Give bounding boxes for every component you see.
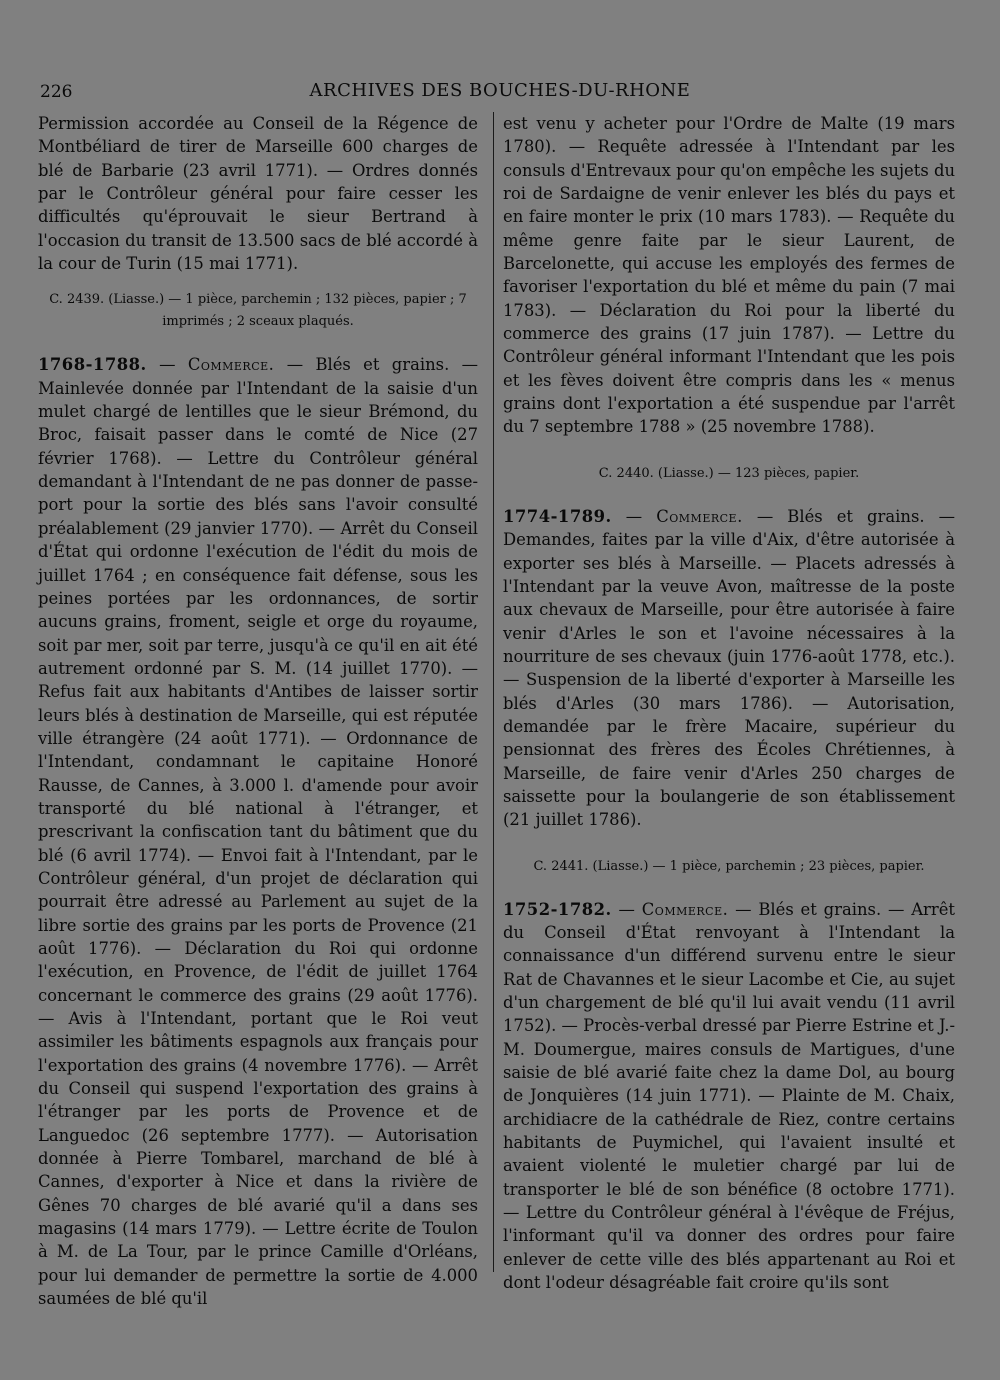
entry-text: Mainlevée donnée par l'Intendant de la saisie d'un mulet chargé de lentilles que le sieur Brémond, du Broc, faisait passer dans le comté de Nice (27 février 1768). — Lettre du Contrôleur général demandant à l'Intendant de ne pas donner de passe-port pour la sortie des blés sans l'avoir consulté préalablement (29 janvier 1770). — Arrêt du Conseil d'État qui ordonne l'exécution de l'édit du mois de juillet 1764 ; en conséquence fait défense, sous les peines portées par les ordonnances, de sortir aucuns grains, froment, seigle et orge du royaume, soit par mer, soit par terre, jusqu'à ce qu'il en ait été autrement ordonné par S. M. (14 juillet 1770). — Refus fait aux habitants d'Antibes de laisser sortir leurs blés à destination de Marseille, qui est réputée ville étrangère (24 août 1771). — Ordonnance de l'Intendant, condamnant le capitaine Honoré Rausse, de Cannes, à 3.000 l. d'amende pour avoir transporté du blé national à l'étranger, et prescrivant la confiscation tant du bâtiment que du blé (6 avril 1774). — Envoi fait à l'Intendant, par le Contrôleur général, d'un projet de déclaration qui pourrait être adressé au Parlement au sujet de la libre sortie des grains par les ports de Provence (21 août 1776). — Déclaration du Roi qui ordonne l'exécution, en Provence, de l'édit de juillet 1764 concernant le commerce des grains (29 août 1776). — Avis à l'Intendant, portant que le Roi veut assimiler les bâtiments espagnols aux français pour l'exportation des grains (4 novembre 1776). — Arrêt du Conseil qui suspend l'exportation des grains à l'étranger par les ports de Provence et de Languedoc (26 septembre 1777). — Autorisation donnée à Pierre Tombarel, marchand de blé à Cannes, d'exporter à Nice et dans la rivière de Gênes 70 charges de blé avarié qu'il a dans ses magasins (14 mars 1779). — Lettre écrite de Toulon à M. de La Tour, par le prince Camille d'Orléans, pour lui demander de permettre la sortie de 4.000 saumées de blé qu'il: [38, 378, 478, 1309]
cote-line: C. 2440. (Liasse.) — 123 pièces, papier.: [598, 465, 860, 481]
entry-category: Commerce.: [187, 355, 275, 375]
continuation-text: est venu y acheter pour l'Ordre de Malte (19 mars 1780). — Requête adressée à l'Intendant par les consuls d'Entrevaux pour qu'on empêche les sujets du roi de Sardaigne de venir enlever les blés du pays et en faire monter le prix (10 mars 1783). — Requête du même genre faite par le sieur Laurent, de Barcelonette, qui accuse les employés des fermes de favoriser l'exportation du blé et même du pain (7 mai 1783). — Déclaration du Roi pour la liberté du commerce des grains (17 juin 1787). — Lettre du Contrôleur général informant l'Intendant que les pois et les fèves doivent être compris dans les « menus grains dont l'exportation a été suspendue par l'arrêt du 7 septembre 1788 » (25 novembre 1788).: [503, 114, 955, 437]
entry-paragraph: 1768-1788. — Commerce. — Blés et grains. — Mainlevée donnée par l'Intendant de la saisie d'un mulet chargé de lentilles que le sieur Brémond, du Broc, faisait passer dans le comté de Nice (27 février 1768). — Lettre du Contrôleur général demandant à l'Intendant de ne pas donner de passe-port pour la sortie des blés sans l'avoir consulté préalablement (29 janvier 1770). — Arrêt du Conseil d'État qui ordonne l'exécution de l'édit du mois de juillet 1764 ; en conséquence fait défense, sous les peines portées par les ordonnances, de sortir aucuns grains, froment, seigle et orge du royaume, soit par mer, soit par terre, jusqu'à ce qu'il en ait été autrement ordonné par S. M. (14 juillet 1770). — Refus fait aux habitants d'Antibes de laisser sortir leurs blés à destination de Marseille, qui est réputée ville étrangère (24 août 1771). — Ordonnance de l'Intendant, condamnant le capitaine Honoré Rausse, de Cannes, à 3.000 l. d'amende pour avoir transporté du blé national à l'étranger, et prescrivant la confiscation tant du bâtiment que du blé (6 avril 1774). — Envoi fait à l'Intendant, par le Contrôleur général, d'un projet de déclaration qui pourrait être adressé au Parlement au sujet de la libre sortie des grains par les ports de Provence (21 août 1776). — Déclaration du Roi qui ordonne l'exécution, en Provence, de l'édit de juillet 1764 concernant le commerce des grains (29 août 1776). — Avis à l'Intendant, portant que le Roi veut assimiler les bâtiments espagnols aux français pour l'exportation des grains (4 novembre 1776). — Arrêt du Conseil qui suspend l'exportation des grains à l'étranger par les ports de Provence et de Languedoc (26 septembre 1777). — Autorisation donnée à Pierre Tombarel, marchand de blé à Cannes, d'exporter à Nice et dans la rivière de Gênes 70 charges de blé avarié qu'il a dans ses magasins (14 mars 1779). — Lettre écrite de Toulon à M. de La Tour, par le prince Camille d'Orléans, pour lui demander de permettre la sortie de 4.000 saumées de blé qu'il: [38, 355, 479, 1309]
entry-date: 1752-1782.: [503, 899, 612, 919]
entry-text: Arrêt du Conseil d'État renvoyant à l'Intendant la connaissance d'un différend survenu entre le sieur Rat de Chavannes et le sieur Lacombe et Cie, au sujet d'un chargement de blé qu'il lui avait vendu (11 avril 1752). — Procès-verbal dressé par Pierre Estrine et J.-M. Doumergue, maires consuls de Martigues, d'une saisie de blé avarié faite chez la dame Dol, au bourg de Jonquières (14 juin 1771). — Plainte de M. Chaix, archidiacre de la cathédrale de Riez, contre certains habitants de Puymichel, qui l'avaient insulté et avaient violenté le muletier chargé par lui de transporter le blé de son bénéfice (8 octobre 1771). — Lettre du Contrôleur général à l'évêque de Fréjus, l'informant qu'il va donner des ordres pour faire enlever de cette ville des blés appartenant au Roi et dont l'odeur désagréable fait croire qu'ils sont: [503, 899, 955, 1293]
entry-date: 1774-1789.: [503, 506, 612, 526]
cote-line: C. 2439. (Liasse.) — 1 pièce, parchemin ; 132 pièces, papier ; 7 imprimés ; 2 sceaux plaqués.: [49, 292, 467, 330]
continuation-text: Permission accordée au Conseil de la Régence de Montbéliard de tirer de Marseille 600 charges de blé de Barbarie (23 avril 1771). — Ordres donnés par le Contrôleur général pour faire cesser les difficultés qu'éprouvait le sieur Bertrand à l'occasion du transit de 13.500 sacs de blé accordé à la cour de Turin (15 mai 1771).: [38, 114, 478, 274]
entry-text: Demandes, faites par la ville d'Aix, d'être autorisée à exporter ses blés à Marseille. — Placets adressés à l'Intendant par la veuve Avon, maîtresse de la poste aux chevaux de Marseille, pour être autorisée à faire venir d'Arles le son et l'avoine nécessaires à la nourriture de ses chevaux (juin 1776-août 1778, etc.). — Suspension de la liberté d'exporter à Marseille les blés d'Arles (30 mars 1786). — Autorisation, demandée par le frère Macaire, supérieur du pensionnat des frères des Écoles Chrétiennes, à Marseille, de faire venir d'Arles 250 charges de saissette pour la boulangerie de son établissement (21 juillet 1786).: [503, 530, 955, 830]
entry-paragraph: 1752-1782. — Commerce. — Blés et grains. — Arrêt du Conseil d'État renvoyant à l'Intendant la connaissance d'un différend survenu entre le sieur Rat de Chavannes et le sieur Lacombe et Cie, au sujet d'un chargement de blé qu'il lui avait vendu (11 avril 1752). — Procès-verbal dressé par Pierre Estrine et J.-M. Doumergue, maires consuls de Martigues, d'une saisie de blé avarié faite chez la dame Dol, au bourg de Jonquières (14 juin 1771). — Plainte de M. Chaix, archidiacre de la cathédrale de Riez, contre certains habitants de Puymichel, qui l'avaient insulté et avaient violenté le muletier chargé par lui de transporter le blé de son bénéfice (8 octobre 1771). — Lettre du Contrôleur général à l'évêque de Fréjus, l'informant qu'il va donner des ordres pour faire enlever de cette ville des blés appartenant au Roi et dont l'odeur désagréable fait croire qu'ils sont: [503, 899, 955, 1293]
column-divider: [493, 112, 494, 1272]
left-column: [38, 112, 478, 1311]
entry-subject: — Blés et grains. —: [756, 506, 956, 526]
right-column: [503, 112, 955, 1294]
cote-line: C. 2441. (Liasse.) — 1 pièce, parchemin ; 23 pièces, papier.: [533, 858, 925, 874]
entry-paragraph: 1774-1789. — Commerce. — Blés et grains. — Demandes, faites par la ville d'Aix, d'être autorisée à exporter ses blés à Marseille. — Placets adressés à l'Intendant par la veuve Avon, maîtresse de la poste aux chevaux de Marseille, pour être autorisée à faire venir d'Arles le son et l'avoine nécessaires à la nourriture de ses chevaux (juin 1776-août 1778, etc.). — Suspension de la liberté d'exporter à Marseille les blés d'Arles (30 mars 1786). — Autorisation, demandée par le frère Macaire, supérieur du pensionnat des frères des Écoles Chrétiennes, à Marseille, de faire venir d'Arles 250 charges de saissette pour la boulangerie de son établissement (21 juillet 1786).: [503, 506, 956, 830]
entry-category: Commerce.: [656, 506, 743, 526]
entry-date: 1768-1788.: [38, 355, 147, 375]
entry-subject: — Blés et grains. —: [735, 899, 905, 919]
page-header: [38, 78, 962, 106]
entry-subject: — Blés et grains. —: [286, 355, 479, 375]
running-title: ARCHIVES DES BOUCHES-DU-RHONE: [309, 80, 691, 101]
entry-category: Commerce.: [641, 899, 729, 919]
page-number: 226: [40, 82, 73, 102]
